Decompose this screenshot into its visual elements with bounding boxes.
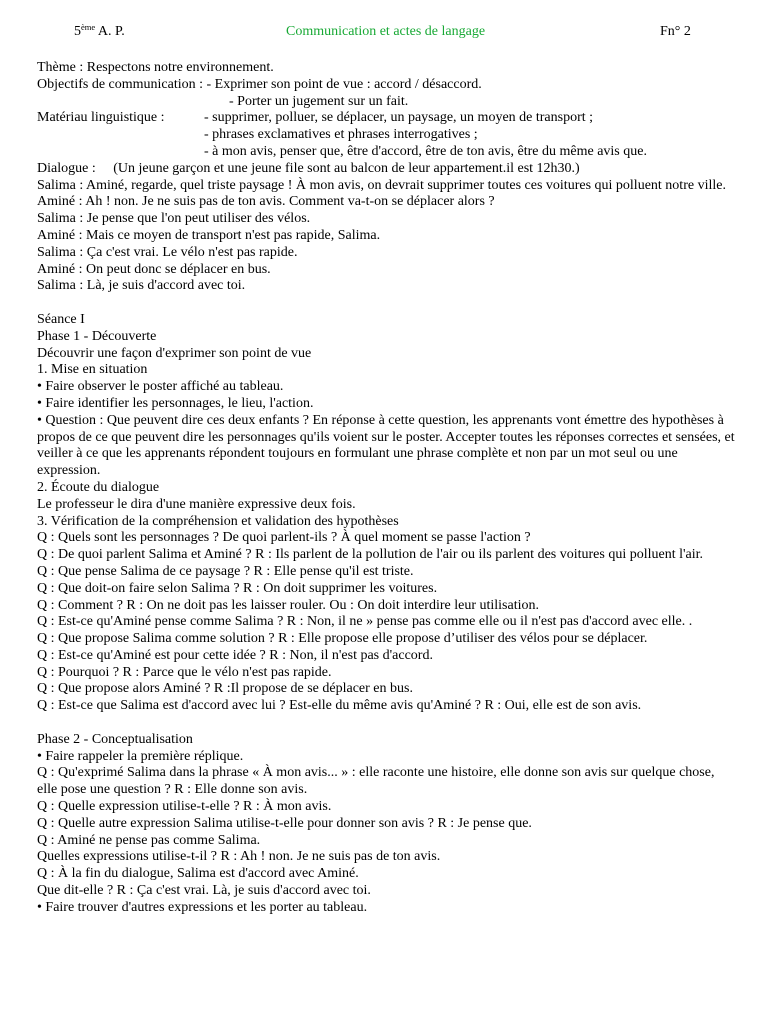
question-line: Q : À la fin du dialogue, Salima est d'accord avec Aminé. (37, 866, 359, 882)
question-line: Q : Aminé ne pense pas comme Salima. (37, 832, 261, 848)
document-title: Communication et actes de langage (286, 24, 486, 39)
question-line: Q : Que propose alors Aminé ? R :Il propose de se déplacer en bus. (37, 681, 413, 697)
dialogue-line: Salima : Là, je suis d'accord avec toi. (37, 278, 246, 294)
bullet-item: • Faire trouver d'autres expressions et les porter au tableau. (37, 899, 368, 915)
dialogue-line: Salima : Je pense que l'on peut utiliser des vélos. (37, 211, 311, 227)
section-heading: 1. Mise en situation (37, 362, 148, 378)
class-level-superscript: ème (81, 22, 96, 32)
question-line: Q : Est-ce que Salima est d'accord avec lui ? Est-elle du même avis qu'Aminé ? R : Oui, elle est de son avis. (37, 698, 642, 714)
question-line: Q : Quelle autre expression Salima utilise-t-elle pour donner son avis ? R : Je pense que. (37, 815, 532, 831)
page-header (37, 24, 737, 42)
document-page (37, 24, 737, 917)
spacer (37, 715, 737, 732)
linguistic-material-item: - phrases exclamatives et phrases interrogatives ; (204, 127, 478, 143)
dialogue-line: Aminé : Mais ce moyen de transport n'est pas rapide, Salima. (37, 227, 381, 243)
question-line: Que dit-elle ? R : Ça c'est vrai. Là, je suis d'accord avec toi. (37, 883, 371, 899)
class-level-number: 5 (74, 24, 81, 39)
linguistic-material-line (37, 110, 737, 127)
question-line: Quelles expressions utilise-t-il ? R : Ah ! non. Je ne suis pas de ton avis. (37, 849, 441, 865)
linguistic-material-line-2 (37, 127, 737, 144)
question-line: Q : Comment ? R : On ne doit pas les laisser rouler. Ou : On doit interdire leur utilisation. (37, 597, 539, 613)
objectives-item: - Porter un jugement sur un fait. (229, 93, 409, 109)
linguistic-material-item: - à mon avis, penser que, être d'accord, être de ton avis, être du même avis que. (204, 143, 647, 159)
phase-title: Phase 1 - Découverte (37, 328, 157, 344)
question-line: Q : De quoi parlent Salima et Aminé ? R : Ils parlent de la pollution de l'air ou ils parlent des voitures qui polluent l'air. (37, 547, 704, 563)
linguistic-material-line-3 (37, 144, 737, 161)
linguistic-material-item: - supprimer, polluer, se déplacer, un paysage, un moyen de transport ; (204, 110, 594, 126)
session-title: Séance I (37, 311, 85, 327)
dialogue-heading: Dialogue : (Un jeune garçon et une jeune file sont au balcon de leur appartement.il est 12h30.) (37, 160, 580, 176)
section-heading: 3. Vérification de la compréhension et validation des hypothèses (37, 513, 399, 529)
phase-objective: Découvrir une façon d'exprimer son point de vue (37, 345, 312, 361)
bullet-item: • Faire observer le poster affiché au tableau. (37, 379, 284, 395)
linguistic-material-label: Matériau linguistique : (37, 110, 165, 126)
dialogue-line: Salima : Aminé, regarde, quel triste paysage ! À mon avis, on devrait supprimer toutes ces voitures qui polluent notre ville. Aminé : Ah ! non. Je ne suis pas de ton avis. Comment va-t-on se déplacer alors ? (37, 177, 726, 210)
sheet-number: Fn° 2 (660, 24, 691, 39)
bullet-item: • Faire identifier les personnages, le lieu, l'action. (37, 395, 314, 411)
theme-line: Thème : Respectons notre environnement. (37, 60, 274, 75)
phase-title: Phase 2 - Conceptualisation (37, 731, 193, 747)
section-heading: 2. Écoute du dialogue (37, 479, 160, 495)
objectives-line: Objectifs de communication : - Exprimer son point de vue : accord / désaccord. (37, 76, 482, 92)
paragraph: Le professeur le dira d'une manière expressive deux fois. (37, 496, 356, 512)
class-level-suffix: A. P. (95, 24, 125, 39)
bullet-item: • Question : Que peuvent dire ces deux enfants ? En réponse à cette question, les apprenants vont émettre des hypothèses à propos de ce que peuvent dire les personnages qu'ils voient sur le poster. Accepter toutes les réponses correctes et sensées, et veiller à ce que les apprenants répondent toujours en formulant une phrase complète et non par un mot seul ou une expression. (37, 412, 735, 479)
question-line: Q : Quelle expression utilise-t-elle ? R : À mon avis. (37, 799, 332, 815)
bullet-item: • Faire rappeler la première réplique. (37, 748, 244, 764)
question-line: Q : Est-ce qu'Aminé pense comme Salima ? R : Non, il ne » pense pas comme elle ou il n'est pas d'accord avec elle. . (37, 614, 693, 630)
objectives-line-2 (37, 94, 737, 111)
question-line: Q : Que doit-on faire selon Salima ? R : On doit supprimer les voitures. (37, 580, 438, 596)
question-line: Q : Que propose Salima comme solution ? R : Elle propose elle propose d’utiliser des vélos pour se déplacer. (37, 631, 648, 647)
dialogue-line: Salima : Ça c'est vrai. Le vélo n'est pas rapide. (37, 244, 298, 260)
dialogue-line: Aminé : On peut donc se déplacer en bus. (37, 261, 271, 277)
question-line: Q : Qu'exprimé Salima dans la phrase « À mon avis... » : elle raconte une histoire, elle donne son avis sur quelque chose, elle pose une question ? R : Elle donne son avis. (37, 765, 715, 798)
spacer (37, 295, 737, 312)
question-line: Q : Pourquoi ? R : Parce que le vélo n'est pas rapide. (37, 664, 332, 680)
class-level (74, 24, 125, 41)
question-line: Q : Quels sont les personnages ? De quoi parlent-ils ? À quel moment se passe l'action ? (37, 530, 531, 546)
question-line: Q : Est-ce qu'Aminé est pour cette idée ? R : Non, il n'est pas d'accord. (37, 647, 433, 663)
question-line: Q : Que pense Salima de ce paysage ? R : Elle pense qu'il est triste. (37, 563, 414, 579)
